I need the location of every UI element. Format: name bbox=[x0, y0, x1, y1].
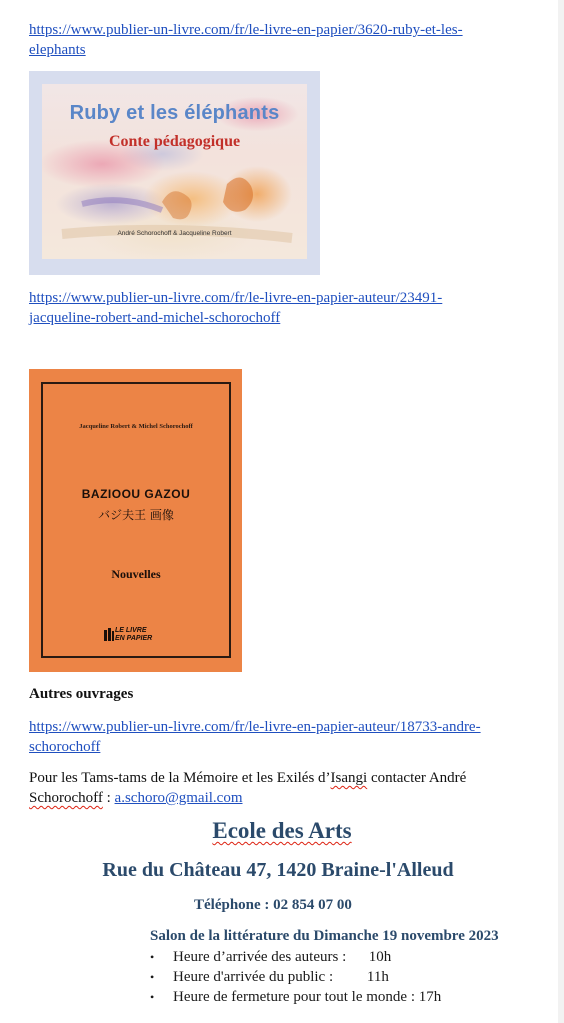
list-item: • Heure de fermeture pour tout le monde : 17h bbox=[150, 987, 550, 1007]
publisher-logo bbox=[103, 627, 169, 643]
scrollbar[interactable] bbox=[558, 0, 564, 1023]
contact-sep: : bbox=[102, 790, 115, 806]
bazioou-book-cover bbox=[29, 369, 242, 672]
authors-link-block bbox=[29, 288, 549, 328]
ruby-book-link-block bbox=[29, 20, 549, 60]
contact-name: Schorochoff bbox=[29, 790, 103, 806]
andre-link-line1[interactable]: https://www.publier-un-livre.com/fr/le-livre-en-papier-auteur/18733-andre- bbox=[29, 719, 481, 735]
venue-name: Ecole des Arts bbox=[212, 818, 352, 843]
venue-address: Rue du Château 47, 1420 Braine-l'Alleud bbox=[102, 859, 454, 881]
contact-text-2: contacter André bbox=[367, 770, 467, 786]
bazioou-book-title: BAZIOOU GAZOU bbox=[81, 487, 191, 501]
andre-author-link[interactable] bbox=[29, 719, 481, 755]
authors-link[interactable] bbox=[29, 290, 442, 326]
contact-place-isangi: Isangi bbox=[330, 770, 368, 786]
ruby-book-authors: André Schorochoff & Jacqueline Robert bbox=[117, 230, 232, 237]
contact-text-1: Pour les Tams-tams de la Mémoire et les Exilés d’ bbox=[29, 770, 331, 786]
bazioou-book-title-japanese: バジ夫王 画像 bbox=[98, 508, 174, 522]
ruby-book-title: Ruby et les éléphants bbox=[69, 102, 280, 124]
ruby-book-link[interactable] bbox=[29, 22, 463, 58]
bazioou-book-genre: Nouvelles bbox=[111, 567, 161, 581]
bazioou-book-authors: Jacqueline Robert & Michel Schorochoff bbox=[79, 423, 193, 430]
ruby-book-cover bbox=[29, 71, 320, 275]
authors-link-line1[interactable]: https://www.publier-un-livre.com/fr/le-livre-en-papier-auteur/23491- bbox=[29, 290, 443, 306]
venue-name-block bbox=[0, 818, 564, 844]
book-stack-icon bbox=[103, 628, 115, 642]
salon-schedule-list bbox=[150, 947, 550, 1007]
cover-frame bbox=[41, 382, 231, 658]
publisher-line2: EN PAPIER bbox=[115, 634, 153, 642]
list-item: • Heure d'arrivée du public : 11h bbox=[150, 967, 550, 987]
watercolor-painting bbox=[42, 84, 307, 259]
contact-email-link[interactable]: a.schoro@gmail.com bbox=[114, 790, 243, 806]
publisher-line1: LE LIVRE bbox=[115, 627, 147, 634]
andre-link-block bbox=[29, 717, 549, 757]
other-works-heading: Autres ouvrages bbox=[29, 686, 134, 702]
andre-link-line2[interactable]: schorochoff bbox=[29, 739, 101, 755]
ruby-book-link-line2[interactable]: elephants bbox=[29, 42, 86, 58]
publisher-logo-text bbox=[115, 627, 152, 642]
ruby-book-link-line1[interactable]: https://www.publier-un-livre.com/fr/le-livre-en-papier/3620-ruby-et-les- bbox=[29, 22, 463, 38]
authors-link-line2[interactable]: jacqueline-robert-and-michel-schorochoff bbox=[29, 310, 281, 326]
ruby-book-subtitle: Conte pédagogique bbox=[108, 133, 241, 150]
contact-paragraph bbox=[29, 768, 549, 808]
list-item: • Heure d’arrivée des auteurs : 10h bbox=[150, 947, 550, 967]
salon-title: Salon de la littérature du Dimanche 19 novembre 2023 bbox=[150, 928, 499, 944]
salon-schedule bbox=[150, 947, 550, 1007]
venue-phone: Téléphone : 02 854 07 00 bbox=[194, 897, 352, 913]
